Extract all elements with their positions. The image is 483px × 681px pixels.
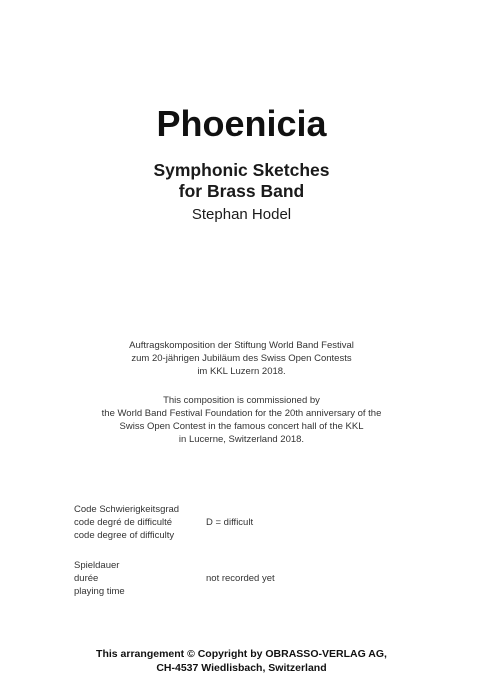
copyright-line: This arrangement © Copyright by OBRASSO-VERLAG AG, [96, 648, 387, 660]
dedication-line: in Lucerne, Switzerland 2018. [178, 434, 305, 445]
difficulty-labels [74, 503, 179, 542]
work-subtitle [0, 160, 483, 202]
duration-value: not recorded yet [206, 573, 275, 584]
dedication-line: im KKL Luzern 2018. [197, 366, 286, 377]
copyright-notice [0, 647, 483, 675]
difficulty-label: Code Schwierigkeitsgrad [74, 504, 180, 515]
copyright-line: CH-4537 Wiedlisbach, Switzerland [156, 662, 327, 674]
work-title: Phoenicia [156, 103, 327, 144]
dedication-line: Swiss Open Contest in the famous concert hall of the KKL [119, 421, 364, 432]
dedication-line: the World Band Festival Foundation for the 20th anniversary of the [101, 408, 382, 419]
dedication-line: zum 20-jährigen Jubiläum des Swiss Open Contests [131, 353, 352, 364]
composer-name: Stephan Hodel [191, 206, 292, 223]
duration-labels [74, 559, 125, 598]
subtitle-line: for Brass Band [178, 181, 305, 201]
dedication-line: This composition is commissioned by [163, 395, 320, 406]
subtitle-line: Symphonic Sketches [153, 160, 330, 180]
dedication-line: Auftragskomposition der Stiftung World Band Festival [129, 340, 354, 351]
duration-label: durée [74, 573, 99, 584]
difficulty-label: code degree of difficulty [74, 530, 175, 541]
difficulty-label: code degré de difficulté [74, 517, 173, 528]
duration-label: playing time [74, 586, 125, 597]
difficulty-value: D = difficult [206, 517, 254, 528]
dedication-german [0, 339, 483, 378]
duration-label: Spieldauer [74, 560, 120, 571]
dedication-english [0, 394, 483, 446]
